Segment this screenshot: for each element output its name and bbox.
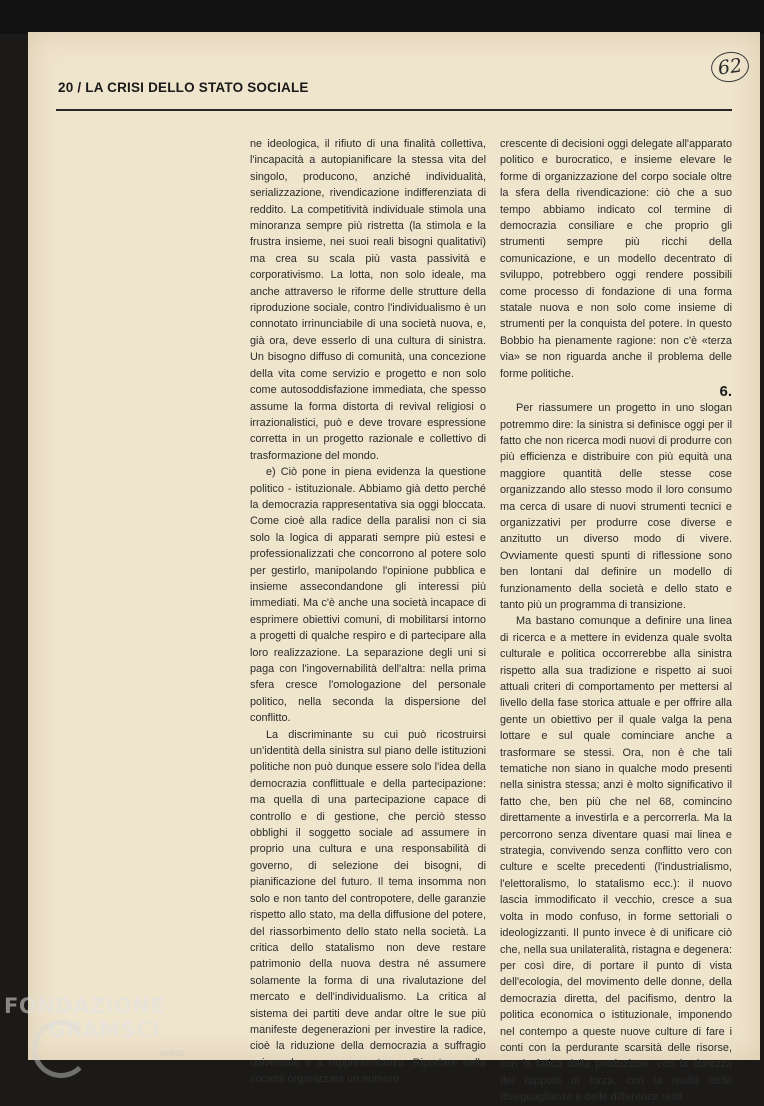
- running-head: 20 / LA CRISI DELLO STATO SOCIALE: [58, 80, 309, 95]
- header-rule: [56, 109, 732, 111]
- paragraph: crescente di decisioni oggi delegate all'apparato politico e burocratico, e insieme elevare le forme di organizzazione del corpo sociale oltre la sfera della rivendicazione: ciò che a suo tempo abbiamo indicato col termine di democrazia consiliare e che proprio gli strumenti sempre più ricchi della comunicazione, e un modello decentrato di sviluppo, potrebbero oggi rendere possibili come processo di fondazione di una forma statale nuova e non solo come insieme di strumenti per la conquista del potere. In questo Bobbio ha pienamente ragione: non c'è «terza via» se non riguarda anche il problema delle forme politiche.: [500, 138, 732, 380]
- watermark-line2: GRAMSCI: [48, 1018, 161, 1042]
- left-column: [250, 136, 486, 1086]
- paragraph: Ma bastano comunque a definire una linea di ricerca e a mettere in evidenza quale svolta culturale e politica occorrerebbe alla sinistra rispetto alla sua tradizione e rispetto ai suoi attuali criteri di comportamento per mettersi al livello della fase storica attuale e per offrire alla gente un obiettivo per il quale valga la pena lottare e sul quale cominciare anche a trasformare se stessi. Ora, non è che tali tematiche non siano in qualche modo presenti nella sinistra stessa; anzi è molto significativo il fatto che, ben più che nel 68, comincino direttamente a investirla e a percorrerla. Ma la percorrono senza diventare quasi mai linea e strategia, convivendo senza conflitto vero con culture e scelte precedenti (l'industrialismo, l'elettoralismo, lo statalismo ecc.): il nuovo lascia immodificato il vecchio, cresce a sua volta in modo confuso, in forme settoriali o ideologizzanti. Il punto invece è di unificare ciò che, nella sua unilateralità, ristagna e degenera: per così dire, di portare il punto di vista dell'ecologia, del movimento delle donne, della democrazia diretta, del pacifismo, dentro la politica economica o istituzionale, imponendo nel contempo a queste nuove culture di fare i conti con la perdurante scarsità delle risorse, con la fatica della produzione, con la durezza dei rapporti di forza, con la realtà delle diseguaglianze e delle differenze reali.: [500, 615, 732, 1104]
- watermark: [4, 994, 165, 1042]
- paragraph: Per riassumere un progetto in uno slogan potremmo dire: la sinistra si definisce oggi per il fatto che non ricerca modi nuovi di produrre con più efficienza e distribuire con più equità una maggiore quantità delle stesse cose organizzando allo stesso modo il loro consumo ma cerca di usare di nuovi strumenti tecnici e organizzativi per produrre cose diverse e anzitutto un diverso modo di vivere. Ovviamente questi spunti di riflessione sono ben lontani dal definire un modello di funzionamento della società e dello stato e tanto più un programma di transizione.: [500, 402, 732, 611]
- section-number: 6.: [719, 383, 732, 401]
- paragraph: La discriminante su cui può ricostruirsi un'identità della sinistra sul piano delle istituzioni politiche non può dunque essere solo l'idea della democrazia conflittuale e della partecipazione: ma quella di una partecipazione capace di controllo e di gestione, che perciò stesso obblighi il soggetto sociale ad assumere in proprio una cultura e una responsabilità di governo, di selezione dei bisogni, di pianificazione del futuro. Il tema insomma non solo e non tanto del contropotere, delle garanzie rispetto allo stato, ma della diffusione del potere, del riassorbimento dello stato nella società. La critica dello statalismo non deve restare patrimonio della nuova destra né assumere solamente la forma di una rivalutazione del mercato e dell'individualismo. La critica al sistema dei partiti deve andar oltre le sue più manifeste degenerazioni per investire la radice, cioè la riduzione della democrazia a suffragio universale e a rappresentanza. Riportare nella società organizzata un numero: [250, 728, 486, 1086]
- watermark-onlus: onlus: [160, 1048, 184, 1059]
- paragraph: ne ideologica, il rifiuto di una finalità collettiva, l'incapacità a autopianificare la stessa vita del singolo, producono, anziché individualità, serializzazione, rivendicazione indifferenziata di reddito. La competitività individuale stimola una minoranza sempre più ristretta (la stimola e la frustra insieme, nei suoi reali bisogni qualitativi) ma crea su scala più vasta passività e corporativismo. La lotta, non solo ideale, ma anche attraverso le riforme delle strutture della riproduzione sociale, contro l'individualismo è un connotato irrinunciabile di una società nuova, e, già ora, deve esserlo di una cultura di sinistra. Un bisogno diffuso di comunità, una concezione della vita come servizio e progetto e non solo come autosoddisfazione immediata, che spesso assume la forma distorta di revival religiosi o irrazionalistici, può e deve trovare espressione corretta in un progetto razionale e collettivo di trasformazione del mondo.: [250, 138, 486, 462]
- right-column: [500, 136, 732, 1104]
- handwritten-page-number: 62: [709, 50, 751, 85]
- watermark-line1: FONDAZIONE: [4, 994, 166, 1018]
- scan-top-band: [0, 0, 764, 34]
- document-page: [28, 32, 760, 1104]
- paragraph: e) Ciò pone in piena evidenza la questione politico - istituzionale. Abbiamo già detto perché la democrazia rappresentativa sia oggi bloccata. Come cioè alla radice della paralisi non ci sia solo la logica di apparati sempre più estesi e professionalizzati che concorrono al potere solo per gestirlo, manipolando l'opinione pubblica e insieme assecondandone gli interessi più immediati. Ma c'è anche una società incapace di esprimere obiettivi comuni, di mobilitarsi intorno a progetti di qualche respiro e di partecipare alla loro realizzazione. La separazione degli uni si paga con l'ingovernabilità dell'altra: nella prima sfera cresce l'omologazione del personale politico, nella seconda la dispersione del conflitto.: [250, 466, 486, 725]
